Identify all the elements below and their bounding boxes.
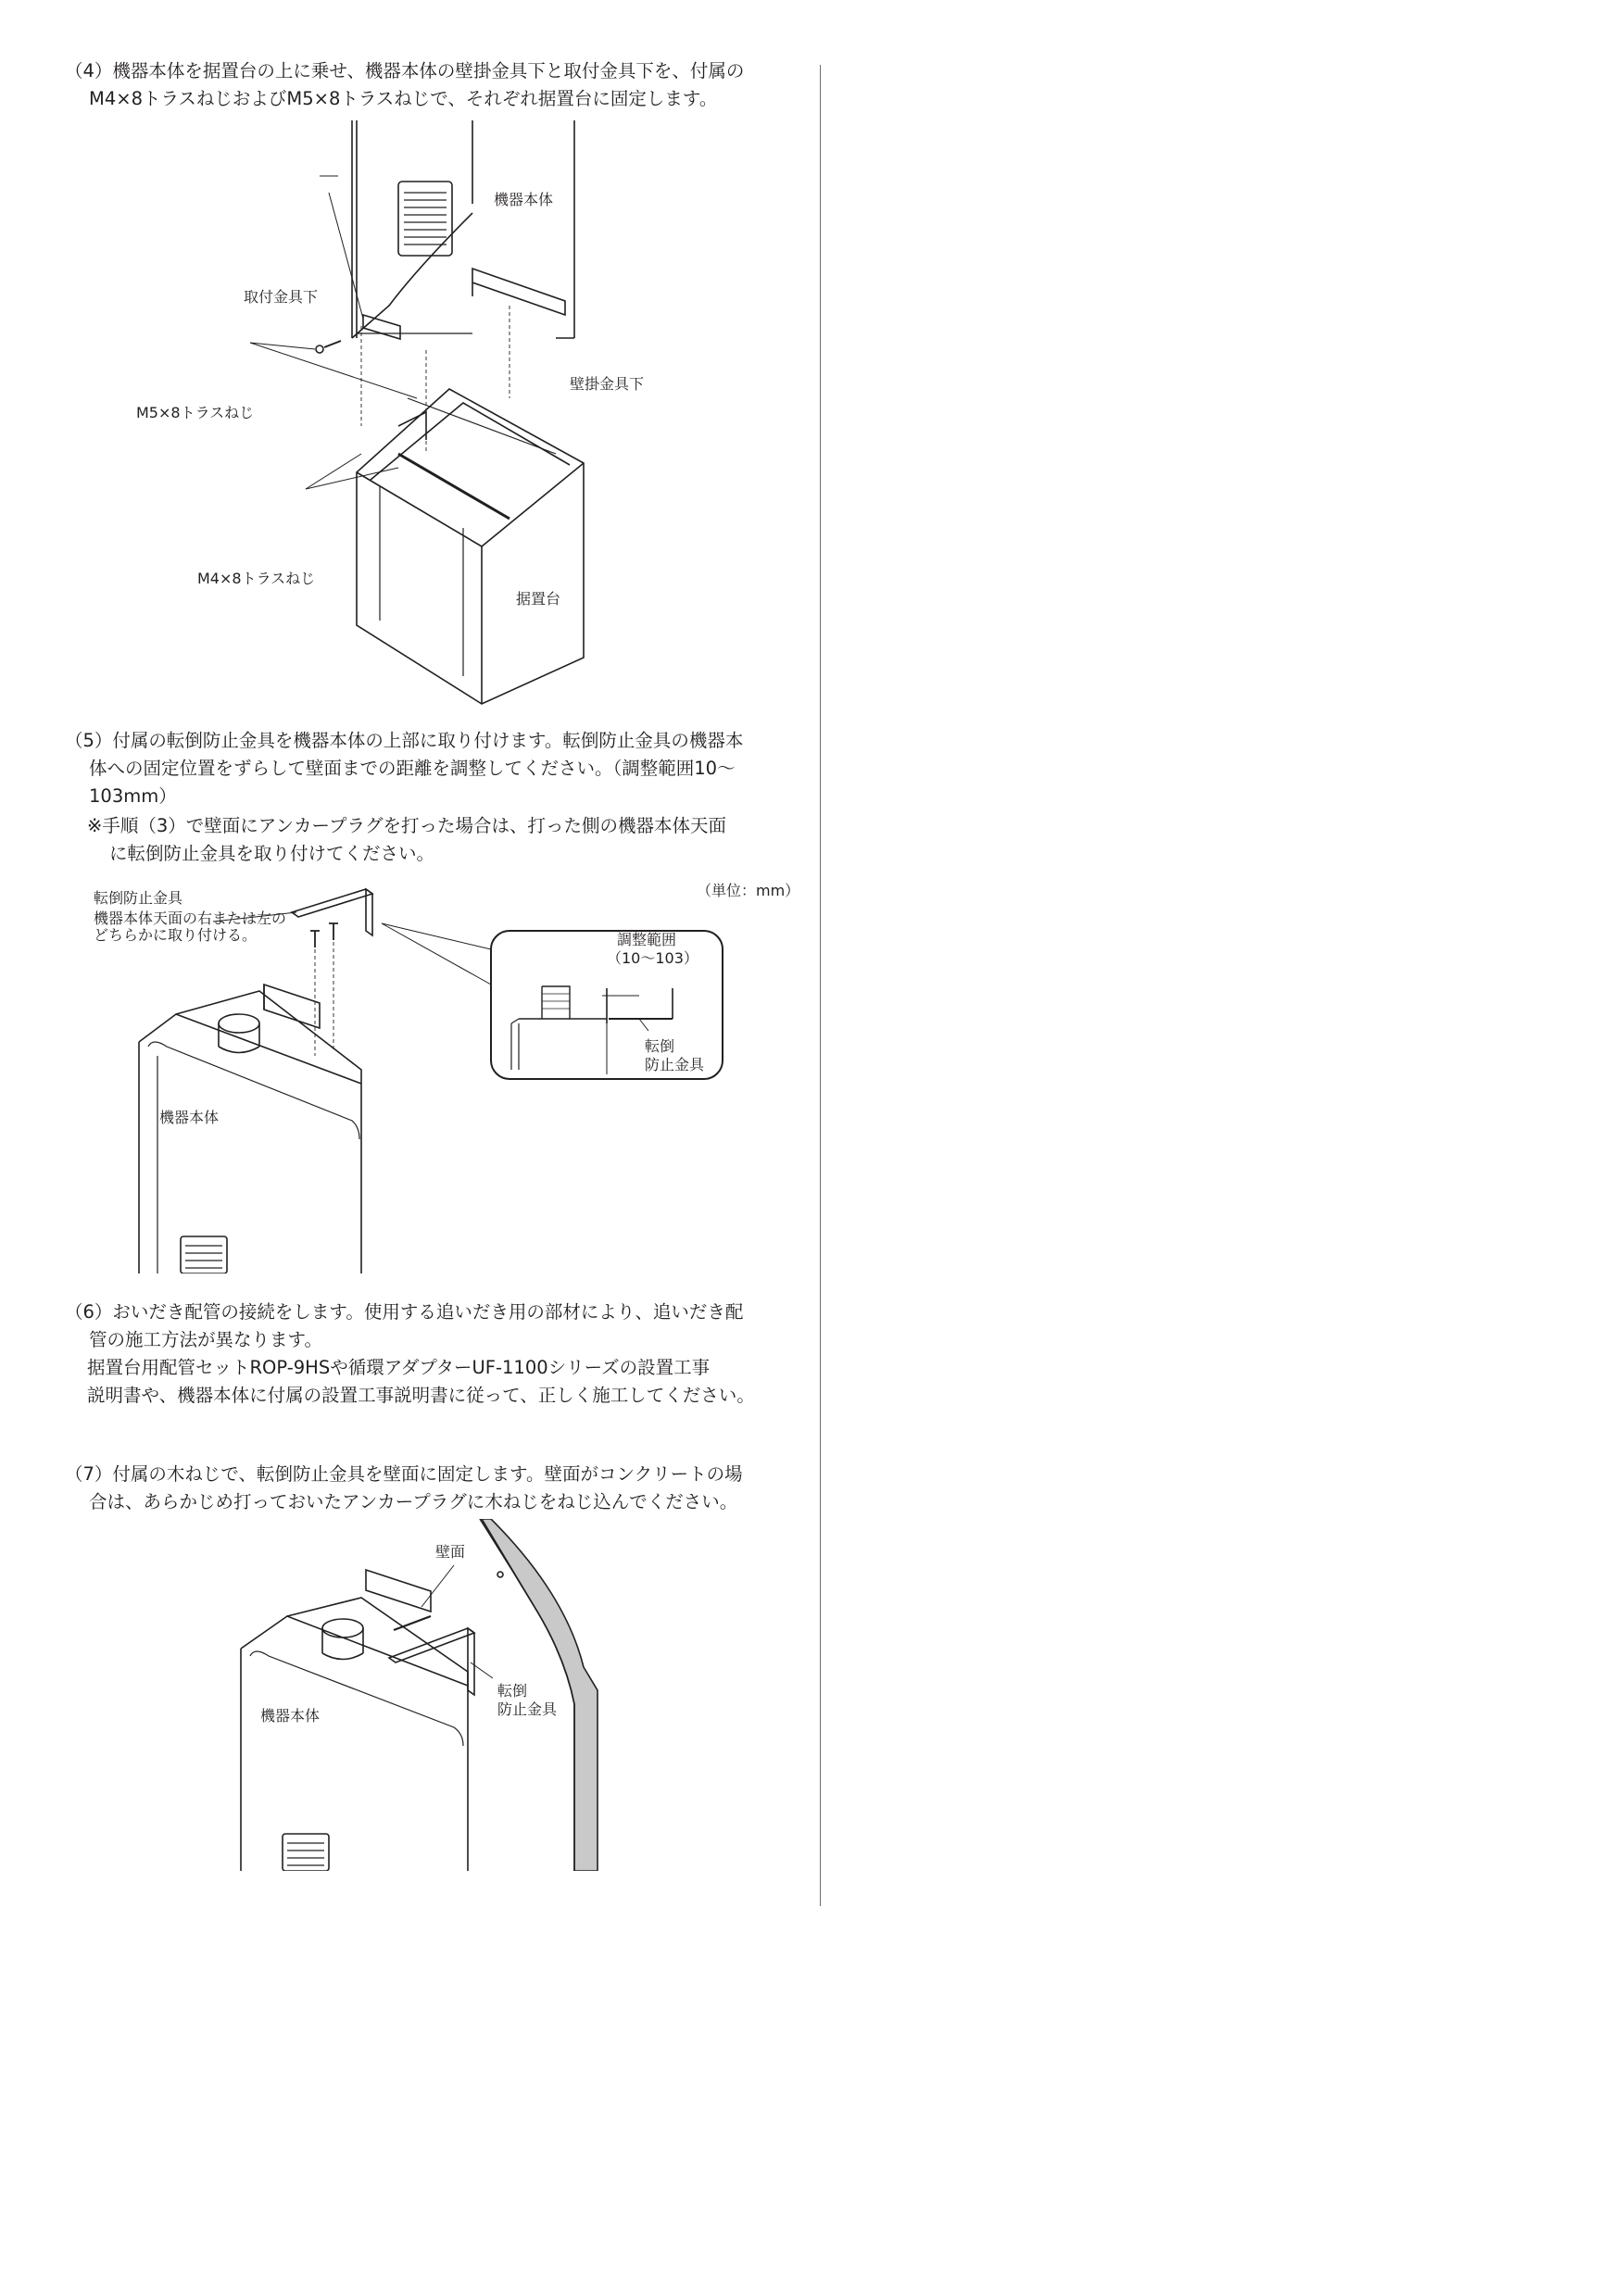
label-wall-surface: 壁面 — [435, 1543, 466, 1561]
step-4-line-1: （4）機器本体を据置台の上に乗せ、機器本体の壁掛金具下と取付金具下を、付属の — [65, 60, 745, 82]
step-6-text — [65, 1299, 797, 1410]
step-6-line-1: （6）おいだき配管の接続をします。使用する追いだき用の部材により、追いだき配 — [65, 1301, 744, 1323]
label-mount-bracket-lower: 取付金具下 — [244, 288, 319, 306]
step-7-line-1: （7）付属の木ねじで、転倒防止金具を壁面に固定します。壁面がコンクリートの場 — [65, 1463, 743, 1485]
step-6-line-3: 据置台用配管セットROP-9HSや循環アダプターUF-1100シリーズの設置工事 — [87, 1357, 711, 1378]
label-unit-mm: （単位：mm） — [697, 882, 800, 899]
figure-wall-fixing — [232, 1519, 621, 1871]
step-7-line-2: 合は、あらかじめ打っておいたアンカープラグに木ねじをねじ込んでください。 — [89, 1491, 738, 1512]
step-5-note-line-2: に転倒防止金具を取り付けてください。 — [109, 843, 435, 864]
step-6-line-4: 説明書や、機器本体に付属の設置工事説明書に従って、正しく施工してください。 — [87, 1385, 755, 1406]
label-stand: 据置台 — [516, 590, 561, 608]
step-5-note-line-1: ※手順（3）で壁面にアンカープラグを打った場合は、打った側の機器本体天面 — [87, 815, 726, 836]
label-anti-tip-bracket-wall-2: 防止金具 — [497, 1700, 558, 1718]
label-adjust-range-values: （10〜103） — [607, 949, 698, 967]
step-5-text — [65, 727, 797, 810]
step-6-line-2: 管の施工方法が異なります。 — [89, 1329, 322, 1350]
step-4-text — [65, 57, 797, 113]
label-unit-body-2: 機器本体 — [159, 1109, 220, 1126]
column-divider — [820, 65, 821, 1906]
label-unit-body-3: 機器本体 — [260, 1707, 321, 1725]
label-bracket-note-2: どちらかに取り付ける。 — [94, 926, 258, 944]
label-bracket-note-1: 機器本体天面の右または左の — [94, 910, 287, 927]
step-5-line-3: 103mm） — [89, 785, 177, 807]
step-7-text — [65, 1461, 797, 1516]
step-4-line-2: M4×8トラスねじおよびM5×8トラスねじで、それぞれ据置台に固定します。 — [89, 88, 718, 109]
label-m4-screw: M4×8トラスねじ — [197, 570, 316, 587]
step-5-line-2: 体への固定位置をずらして壁面までの距離を調整してください。（調整範囲10〜 — [89, 758, 736, 779]
step-5-note — [65, 812, 797, 868]
step-5-line-1: （5）付属の転倒防止金具を機器本体の上部に取り付けます。転倒防止金具の機器本 — [65, 730, 744, 751]
label-anti-tip-bracket-wall-1: 転倒 — [497, 1682, 528, 1700]
label-detail-bracket-2: 防止金具 — [645, 1056, 705, 1073]
label-wall-bracket-lower: 壁掛金具下 — [570, 375, 645, 393]
label-m5-screw: M5×8トラスねじ — [136, 404, 255, 421]
label-detail-bracket-1: 転倒 — [645, 1037, 675, 1055]
label-unit-body: 機器本体 — [494, 191, 554, 208]
label-anti-tip-bracket: 転倒防止金具 — [94, 889, 183, 907]
label-adjust-range: 調整範囲 — [617, 931, 677, 948]
